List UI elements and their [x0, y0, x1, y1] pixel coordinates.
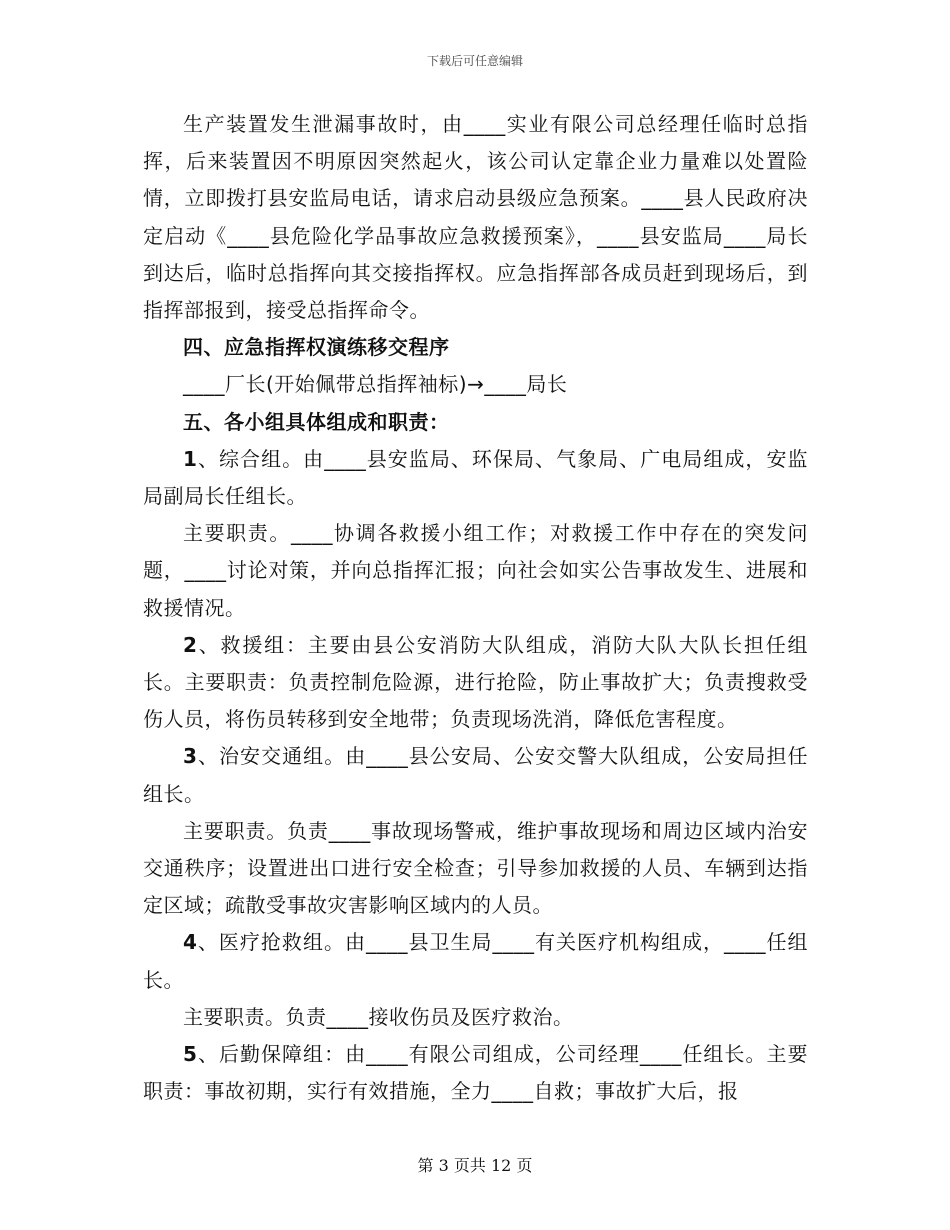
section-heading: 四、应急指挥权演练移交程序 — [183, 335, 450, 360]
item-number: 2 — [183, 632, 198, 657]
page-header: 下载后可任意编辑 — [426, 54, 523, 68]
paragraph: 主要职责。负责____接收伤员及医疗救治。 — [183, 1004, 574, 1029]
paragraph: 主要职责。负责____事故现场警戒，维护事故现场和周边区域内治安交通秩序；设置进出口进行安全检查；引导参加救援的人员、车辆到达指定区域；疏散受事故灾害影响区域内的人员。 — [143, 818, 808, 918]
item-number: 3 — [183, 744, 198, 769]
list-item: 3、治安交通组。由____县公安局、公安交警大队组成，公安局担任组长。 — [143, 744, 808, 806]
list-item: 5、后勤保障组：由____有限公司组成，公司经理____任组长。主要职责：事故初期，实行有效措施，全力____自救；事故扩大后，报 — [143, 1042, 808, 1104]
item-number: 4 — [183, 930, 198, 955]
document-body — [143, 106, 808, 1110]
list-item: 1、综合组。由____县安监局、环保局、气象局、广电局组成，安监局副局长任组长。 — [143, 446, 808, 509]
list-item: 4、医疗抢救组。由____县卫生局____有关医疗机构组成，____任组长。 — [143, 930, 808, 992]
list-item: 2、救援组：主要由县公安消防大队组成，消防大队大队长担任组长。主要职责：负责控制危险源，进行抢险，防止事故扩大；负责搜救受伤人员，将伤员转移到安全地带；负责现场洗消，降低危害程度。 — [143, 632, 808, 732]
item-number: 5 — [183, 1042, 198, 1067]
section-heading: 五、各小组具体组成和职责： — [183, 409, 450, 434]
paragraph: ____厂长(开始佩带总指挥袖标)→____局长 — [183, 372, 568, 397]
paragraph: 生产装置发生泄漏事故时，由____实业有限公司总经理任临时总指挥，后来装置因不明原因突然起火，该公司认定靠企业力量难以处置险情，立即拨打县安监局电话，请求启动县级应急预案。____县人民政府决定启动《____县危险化学品事故应急救援预案》，____县安监局____局长到达后，临时总指挥向其交接指挥权。应急指挥部各成员赶到现场后，到指挥部报到，接受总指挥命令。 — [143, 112, 808, 323]
paragraph: 主要职责。____协调各救援小组工作；对救援工作中存在的突发问题，____讨论对策，并向总指挥汇报；向社会如实公告事故发生、进展和救援情况。 — [143, 521, 808, 620]
page-footer: 第 3 页共 12 页 — [417, 1156, 533, 1175]
item-number: 1 — [183, 446, 198, 471]
